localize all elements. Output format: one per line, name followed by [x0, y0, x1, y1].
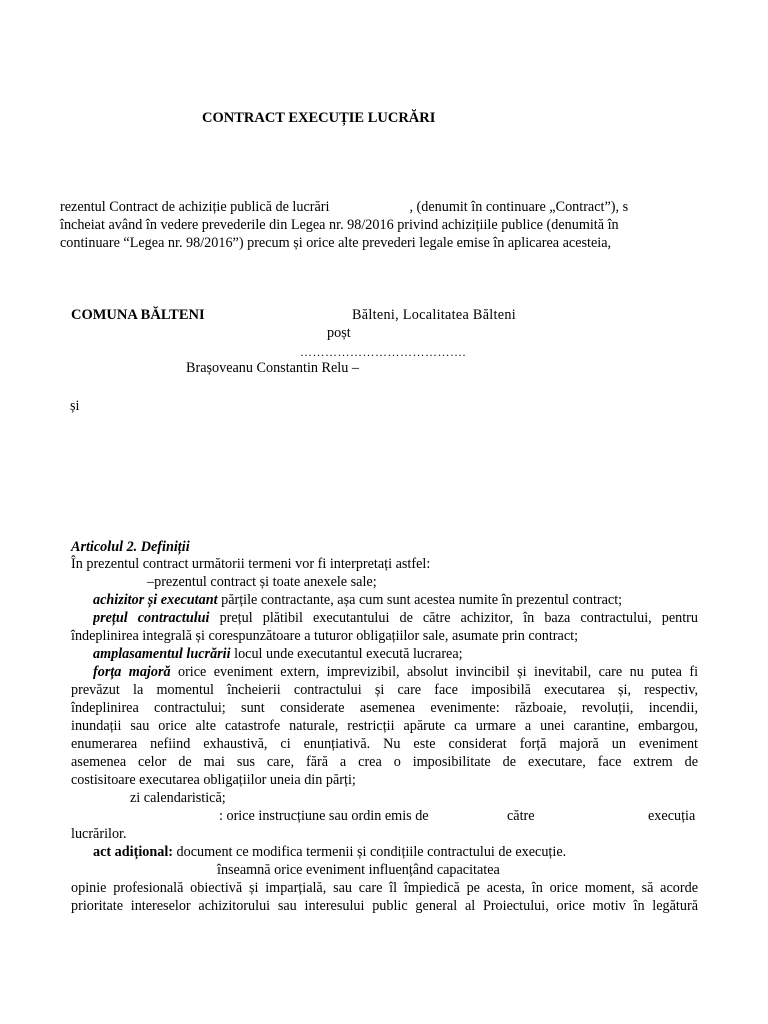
def-price-term: prețul contractului	[93, 610, 210, 626]
def-site	[93, 645, 463, 663]
def-force-line3: îndeplinirea contractului; sunt considerate asemenea evenimente: războaie, revoluții, incendii,	[71, 700, 698, 716]
party-and: și	[70, 398, 80, 414]
def-act	[93, 843, 566, 861]
def-contract: –prezentul contract și toate anexele sale;	[147, 574, 377, 590]
party-name: COMUNA BĂLTENI	[71, 307, 205, 323]
def-force-line4: inundații sau orice alte catastrofe naturale, restricții apărute ca urmare a unei carantine, embargou,	[71, 718, 698, 734]
def-force	[93, 663, 698, 681]
def-force-text1: orice eveniment extern, imprevizibil, absolut invincibil și inevitabil, care nu putea fi	[170, 664, 698, 680]
document-title: CONTRACT EXECUȚIE LUCRĂRI	[202, 110, 436, 126]
def-force-line2: prevăzut la momentul încheierii contractului și care face imposibilă executarea și, respectiv,	[71, 682, 698, 698]
def-conflict-line2: opinie profesională obiectivă și imparțială, sau care îl împiedică pe acesta, în orice moment, să acorde	[71, 880, 698, 896]
def-conflict-line1: înseamnă orice eveniment influențând capacitatea	[217, 862, 500, 878]
intro-part1: rezentul Contract de achiziție publică de lucrări	[60, 199, 330, 215]
def-order-end: lucrărilor.	[71, 826, 127, 842]
intro-line3: continuare “Legea nr. 98/2016”) precum și orice alte prevederi legale emise în aplicarea acesteia,	[60, 235, 612, 251]
def-site-term: amplasamentul lucrării	[93, 646, 231, 662]
def-force-line6: asemenea celor de mai sus care, fără a crea o imposibilitate de executare, face extrem de	[71, 754, 698, 770]
def-conflict-line3: prioritate intereselor achizitorului sau interesului public general al Proiectului, orice motiv în legătură	[71, 898, 698, 914]
party-dots: ………………………………….	[300, 345, 466, 359]
intro-line2: încheiat având în vedere prevederile din Legea nr. 98/2016 privind achizițiile publice (denumită în	[60, 217, 619, 233]
def-order-a: : orice instrucțiune sau ordin emis de	[219, 808, 429, 824]
def-parties-term: achizitor și executant	[93, 592, 218, 608]
def-price	[93, 609, 698, 627]
definitions-lead: În prezentul contract următorii termeni vor fi interpretați astfel:	[71, 556, 431, 572]
def-site-text: locul unde executantul execută lucrarea;	[230, 646, 463, 662]
intro-paragraph	[60, 198, 698, 252]
def-day: zi calendaristică;	[130, 790, 226, 806]
def-price-text1: prețul plătibil executantului de către achizitor, în baza contractului, pentru	[209, 610, 698, 626]
party-representative: Brașoveanu Constantin Relu –	[186, 360, 359, 376]
def-force-term: forța majoră	[93, 664, 171, 680]
def-force-line5: enumerarea nefiind exhaustivă, ci enunțiativă. Nu este considerat forță majoră un eveniment	[71, 736, 698, 752]
def-force-line7: costisitoare executarea obligațiilor uneia din părți;	[71, 772, 356, 788]
def-order-c: execuția	[648, 808, 696, 824]
def-order-b: către	[507, 808, 535, 824]
party-post: poșt	[327, 325, 351, 341]
def-act-term: act adițional:	[93, 844, 173, 860]
party-address: Bălteni, Localitatea Bălteni	[352, 307, 517, 323]
intro-part2: , (denumit în continuare „Contract”), s	[409, 199, 629, 215]
def-parties-text: părțile contractante, așa cum sunt acestea numite în prezentul contract;	[217, 592, 623, 608]
article-2-title: Articolul 2. Definiții	[71, 539, 190, 555]
def-price-cont: îndeplinirea integrală și corespunzătoare a tuturor obligațiilor sale, asumate prin contract;	[71, 628, 579, 644]
def-parties	[93, 591, 622, 609]
def-act-text: document ce modifica termenii și condițiile contractului de execuție.	[173, 844, 567, 860]
